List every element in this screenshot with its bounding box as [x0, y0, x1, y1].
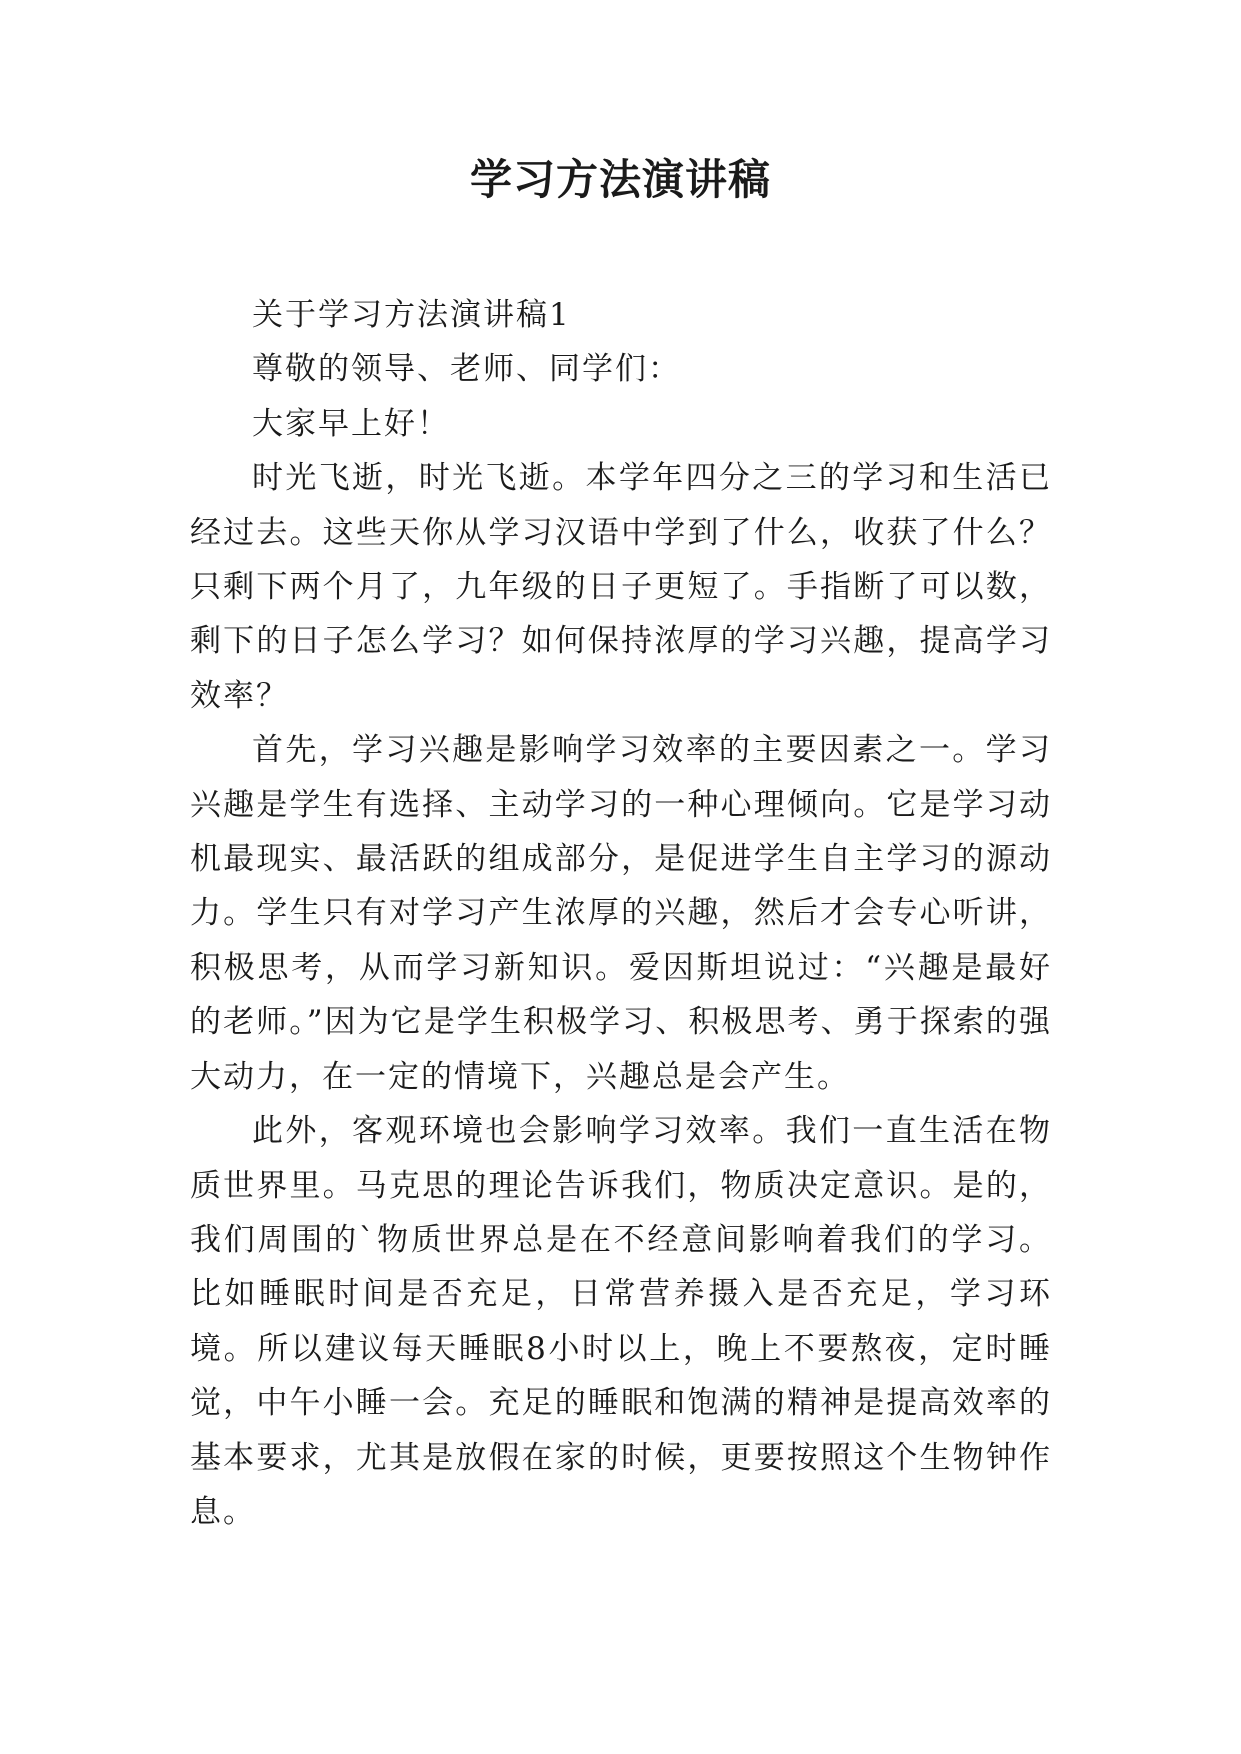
paragraph-greeting: 大家早上好！	[252, 405, 450, 442]
paragraph-intro: 时光飞逝，时光飞逝。本学年四分之三的学习和生活已经过去。这些天你从学习汉语中学到了什么，收获了什么？只剩下两个月了，九年级的日子更短了。手指断了可以数，剩下的日子怎么学习？如何保持浓厚的学习兴趣，提高学习效率？	[190, 460, 1052, 714]
paragraph-salutation: 尊敬的领导、老师、同学们：	[252, 351, 681, 388]
document-title: 学习方法演讲稿	[469, 155, 771, 204]
paragraph-environment: 此外，客观环境也会影响学习效率。我们一直生活在物质世界里。马克思的理论告诉我们，物质决定意识。是的，我们周围的`物质世界总是在不经意间影响着我们的学习。比如睡眠时间是否充足，日常营养摄入是否充足，学习环境。所以建议每天睡眠8小时以上，晚上不要熬夜，定时睡觉，中午小睡一会。充足的睡眠和饱满的精神是提高效率的基本要求，尤其是放假在家的时候，更要按照这个生物钟作息。	[190, 1113, 1052, 1530]
paragraph-heading: 关于学习方法演讲稿1	[252, 297, 571, 333]
paragraph-interest: 首先，学习兴趣是影响学习效率的主要因素之一。学习兴趣是学生有选择、主动学习的一种心理倾向。它是学习动机最现实、最活跃的组成部分，是促进学生自主学习的源动力。学生只有对学习产生浓厚的兴趣，然后才会专心听讲，积极思考，从而学习新知识。爱因斯坦说过：“兴趣是最好的老师。”因为它是学生积极学习、积极思考、勇于探索的强大动力，在一定的情境下，兴趣总是会产生。	[190, 732, 1052, 1095]
document-body	[190, 288, 1052, 1539]
